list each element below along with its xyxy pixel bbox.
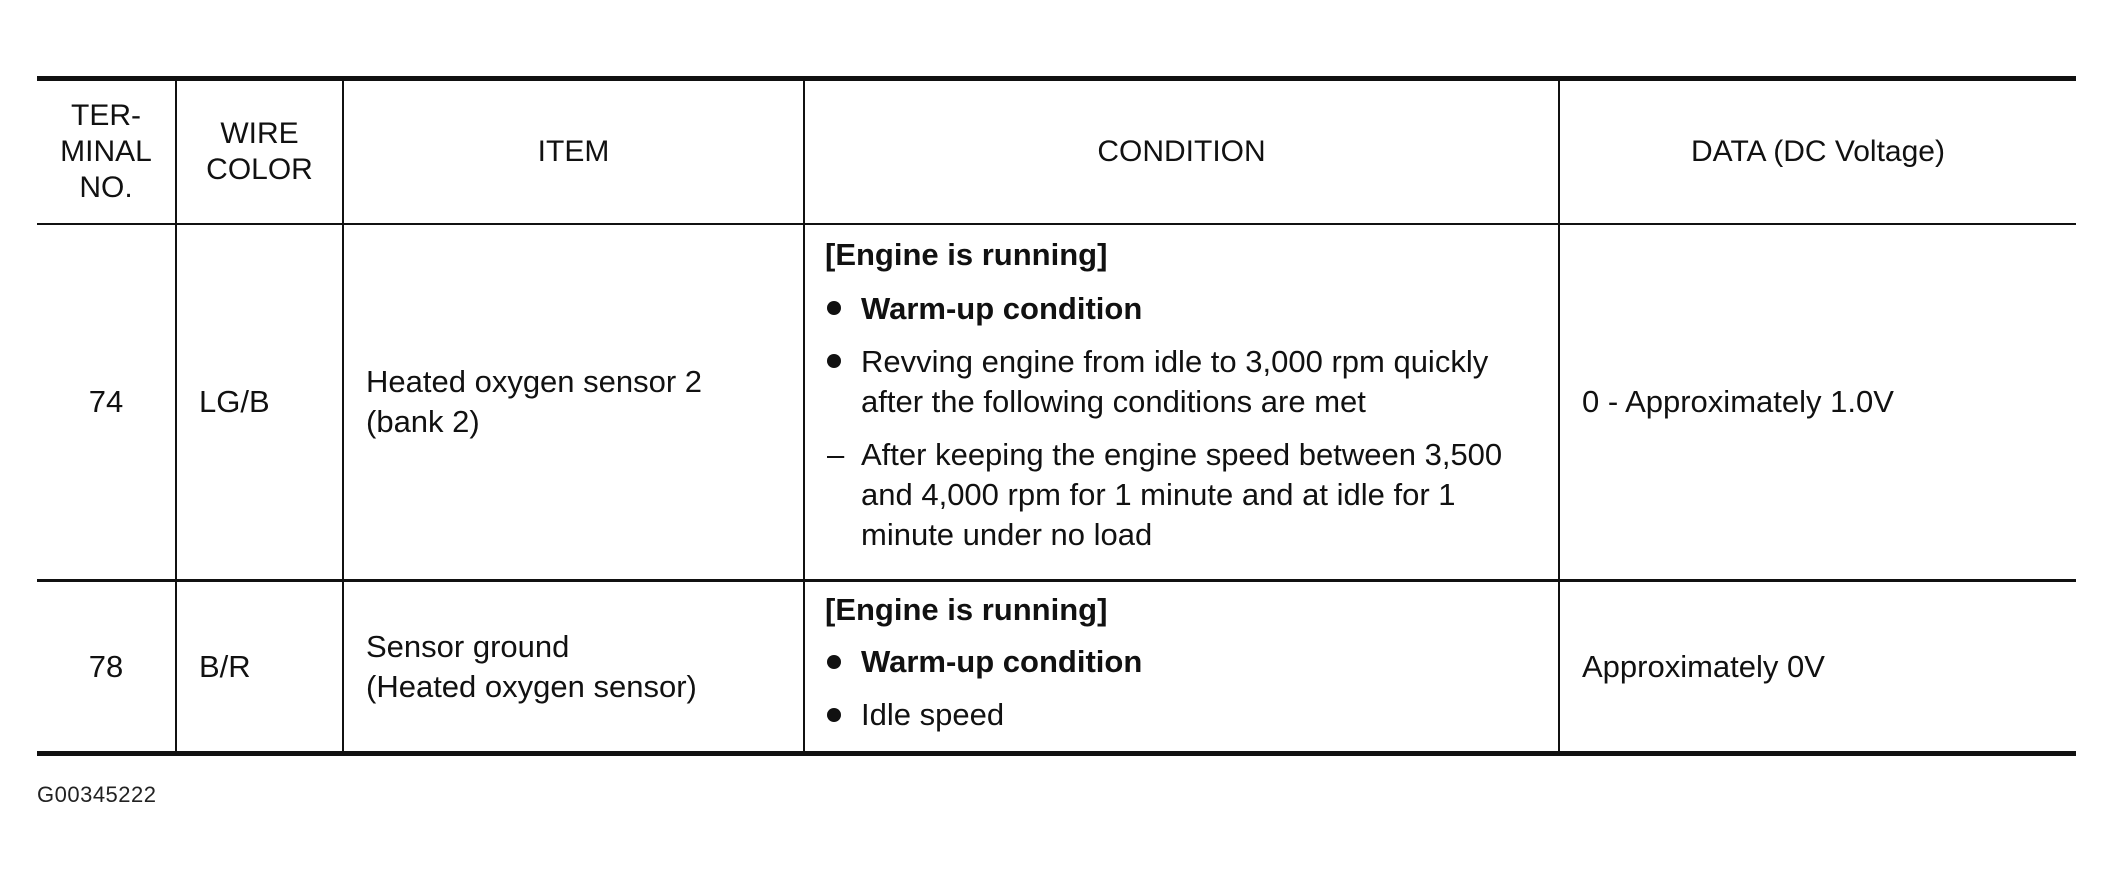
bullet-icon	[827, 695, 855, 735]
header-wire-color: WIRE COLOR	[176, 79, 343, 224]
dash-icon: –	[827, 436, 845, 472]
condition-item: Warm-up condition	[825, 642, 1544, 682]
condition-item: Revving engine from idle to 3,000 rpm quickly after the following conditions are met	[825, 342, 1544, 422]
condition-cell	[804, 581, 1559, 754]
table-row	[37, 581, 2076, 754]
condition-item: Idle speed	[825, 695, 1544, 735]
header-terminal-no: TER- MINAL NO.	[37, 79, 176, 224]
bullet-icon	[827, 289, 855, 329]
bullet-icon	[827, 342, 855, 382]
terminal-data-table-container	[37, 76, 2076, 756]
condition-item: – After keeping the engine speed between 3,500 and 4,000 rpm for 1 minute and at idle for 1 minute under no load	[827, 436, 1503, 552]
table-header-row	[37, 79, 2076, 224]
condition-heading: [Engine is running]	[825, 592, 1108, 627]
header-condition: CONDITION	[804, 79, 1559, 224]
data-value: 0 - Approximately 1.0V	[1559, 224, 2076, 581]
figure-id: G00345222	[37, 782, 157, 807]
header-item: ITEM	[343, 79, 804, 224]
wire-color: B/R	[176, 581, 343, 754]
terminal-number: 74	[37, 224, 176, 581]
bullet-icon	[827, 642, 855, 682]
wire-color: LG/B	[176, 224, 343, 581]
item-description: Sensor ground (Heated oxygen sensor)	[343, 581, 804, 754]
item-description: Heated oxygen sensor 2 (bank 2)	[343, 224, 804, 581]
condition-item: Warm-up condition	[825, 289, 1544, 329]
data-value: Approximately 0V	[1559, 581, 2076, 754]
condition-cell	[804, 224, 1559, 581]
condition-heading: [Engine is running]	[825, 236, 1108, 272]
header-data: DATA (DC Voltage)	[1559, 79, 2076, 224]
terminal-data-table	[37, 76, 2076, 756]
table-row	[37, 224, 2076, 581]
terminal-number: 78	[37, 581, 176, 754]
